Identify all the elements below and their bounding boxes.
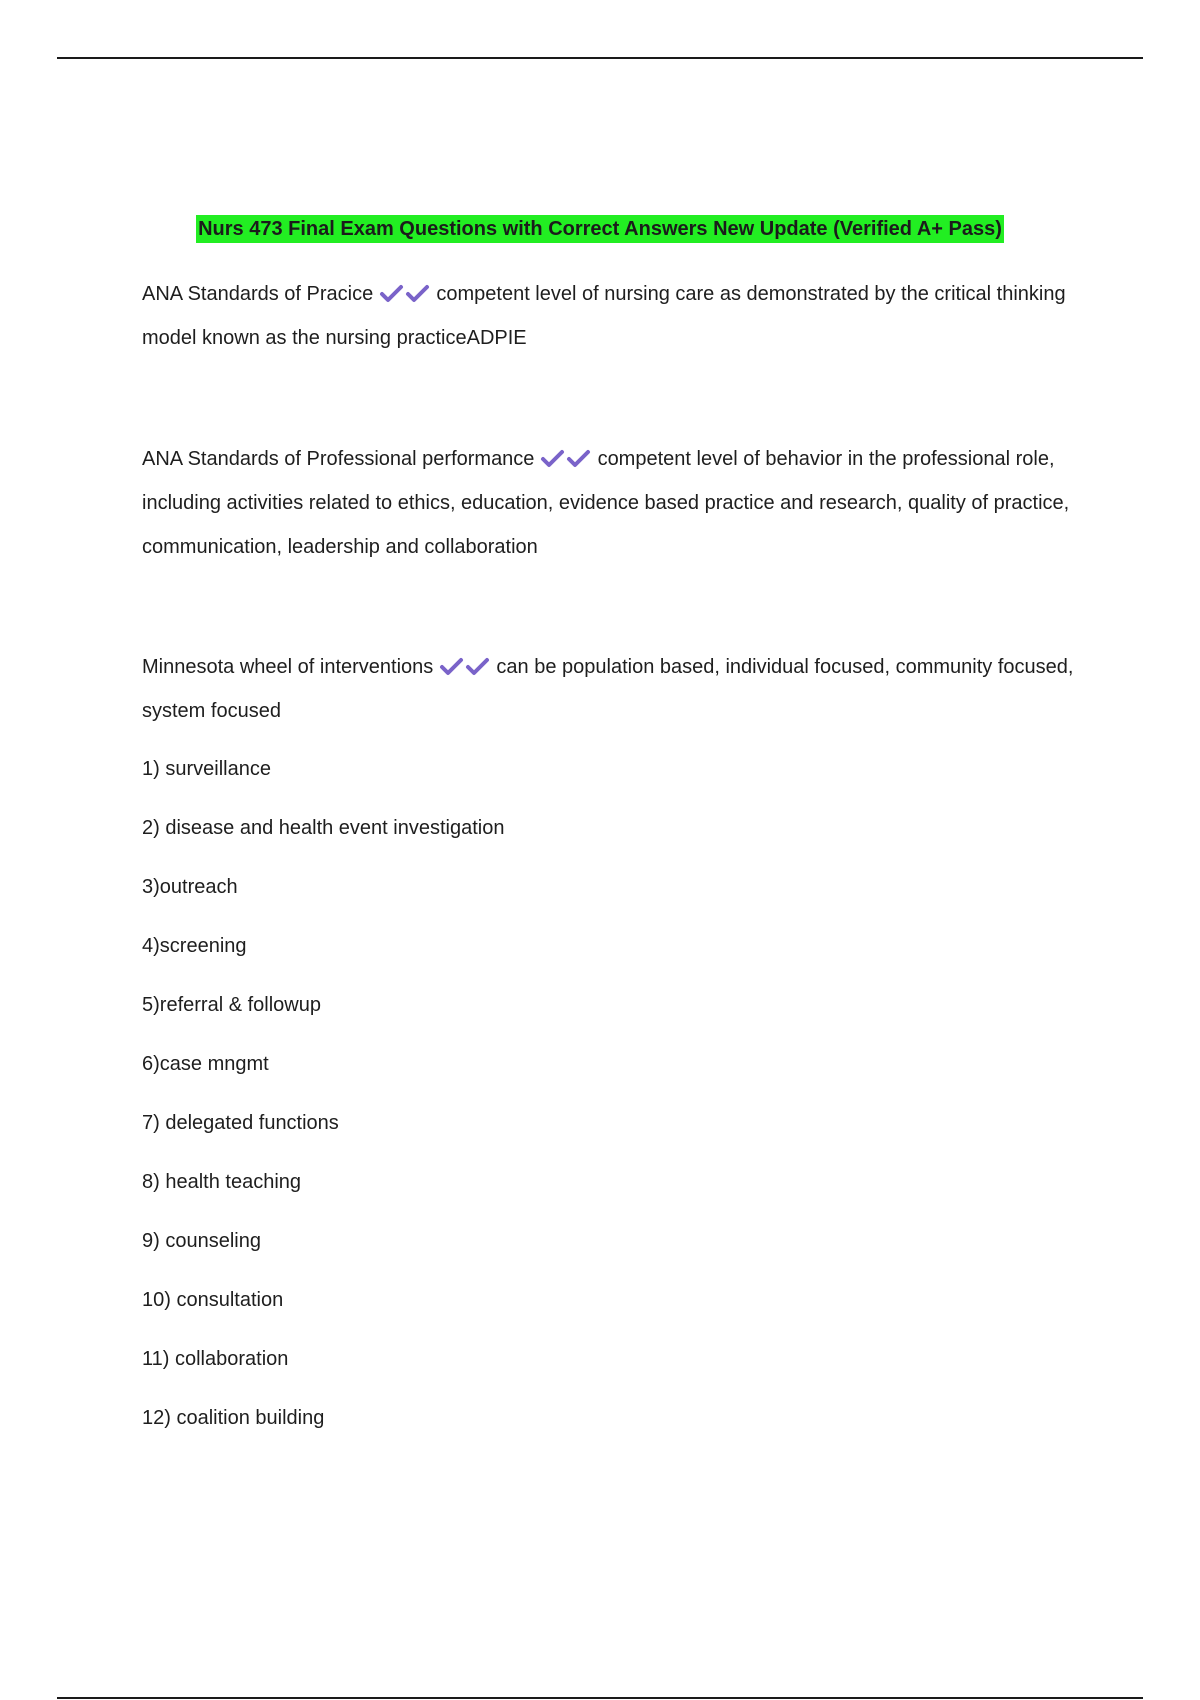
list-item: 7) delegated functions (142, 1112, 339, 1134)
check-icon (540, 449, 566, 469)
check-icon (439, 657, 465, 677)
list-item: 8) health teaching (142, 1171, 302, 1193)
list-item: 4)screening (142, 935, 247, 957)
entry-ana-standards-practice (142, 272, 1082, 360)
entry-minnesota-wheel (142, 645, 1082, 733)
list-item: 12) coalition building (142, 1407, 325, 1429)
list-item: 9) counseling (142, 1230, 261, 1252)
list-item: 5)referral & followup (142, 994, 321, 1016)
check-icon (379, 284, 405, 304)
entry-definition: competent level of nursing care as demonstrated by the critical thinking model known as the nursing practiceADPIE (142, 283, 1066, 349)
list-item: 2) disease and health event investigation (142, 817, 505, 839)
check-icon (566, 449, 592, 469)
entry-ana-standards-performance (142, 437, 1082, 569)
document-title: Nurs 473 Final Exam Questions with Correct Answers New Update (Verified A+ Pass) (196, 215, 1004, 243)
check-icon (405, 284, 431, 304)
list-item: 10) consultation (142, 1289, 284, 1311)
title-container (0, 215, 1200, 243)
entry-term: ANA Standards of Professional performance (142, 448, 535, 470)
interventions-list (142, 747, 1042, 1455)
entry-definition: competent level of behavior in the professional role, including activities related to ethics, education, evidence based practice and research, quality of practice, communication, leadership and collaboration (142, 448, 1070, 558)
entry-term: ANA Standards of Pracice (142, 283, 374, 305)
list-item: 11) collaboration (142, 1348, 289, 1370)
list-item: 3)outreach (142, 876, 238, 898)
footer-rule (57, 1697, 1143, 1699)
entry-definition: can be population based, individual focused, community focused, system focused (142, 656, 1074, 722)
list-item: 1) surveillance (142, 758, 271, 780)
check-icon (465, 657, 491, 677)
entry-term: Minnesota wheel of interventions (142, 656, 434, 678)
header-rule (57, 57, 1143, 59)
list-item: 6)case mngmt (142, 1053, 269, 1075)
